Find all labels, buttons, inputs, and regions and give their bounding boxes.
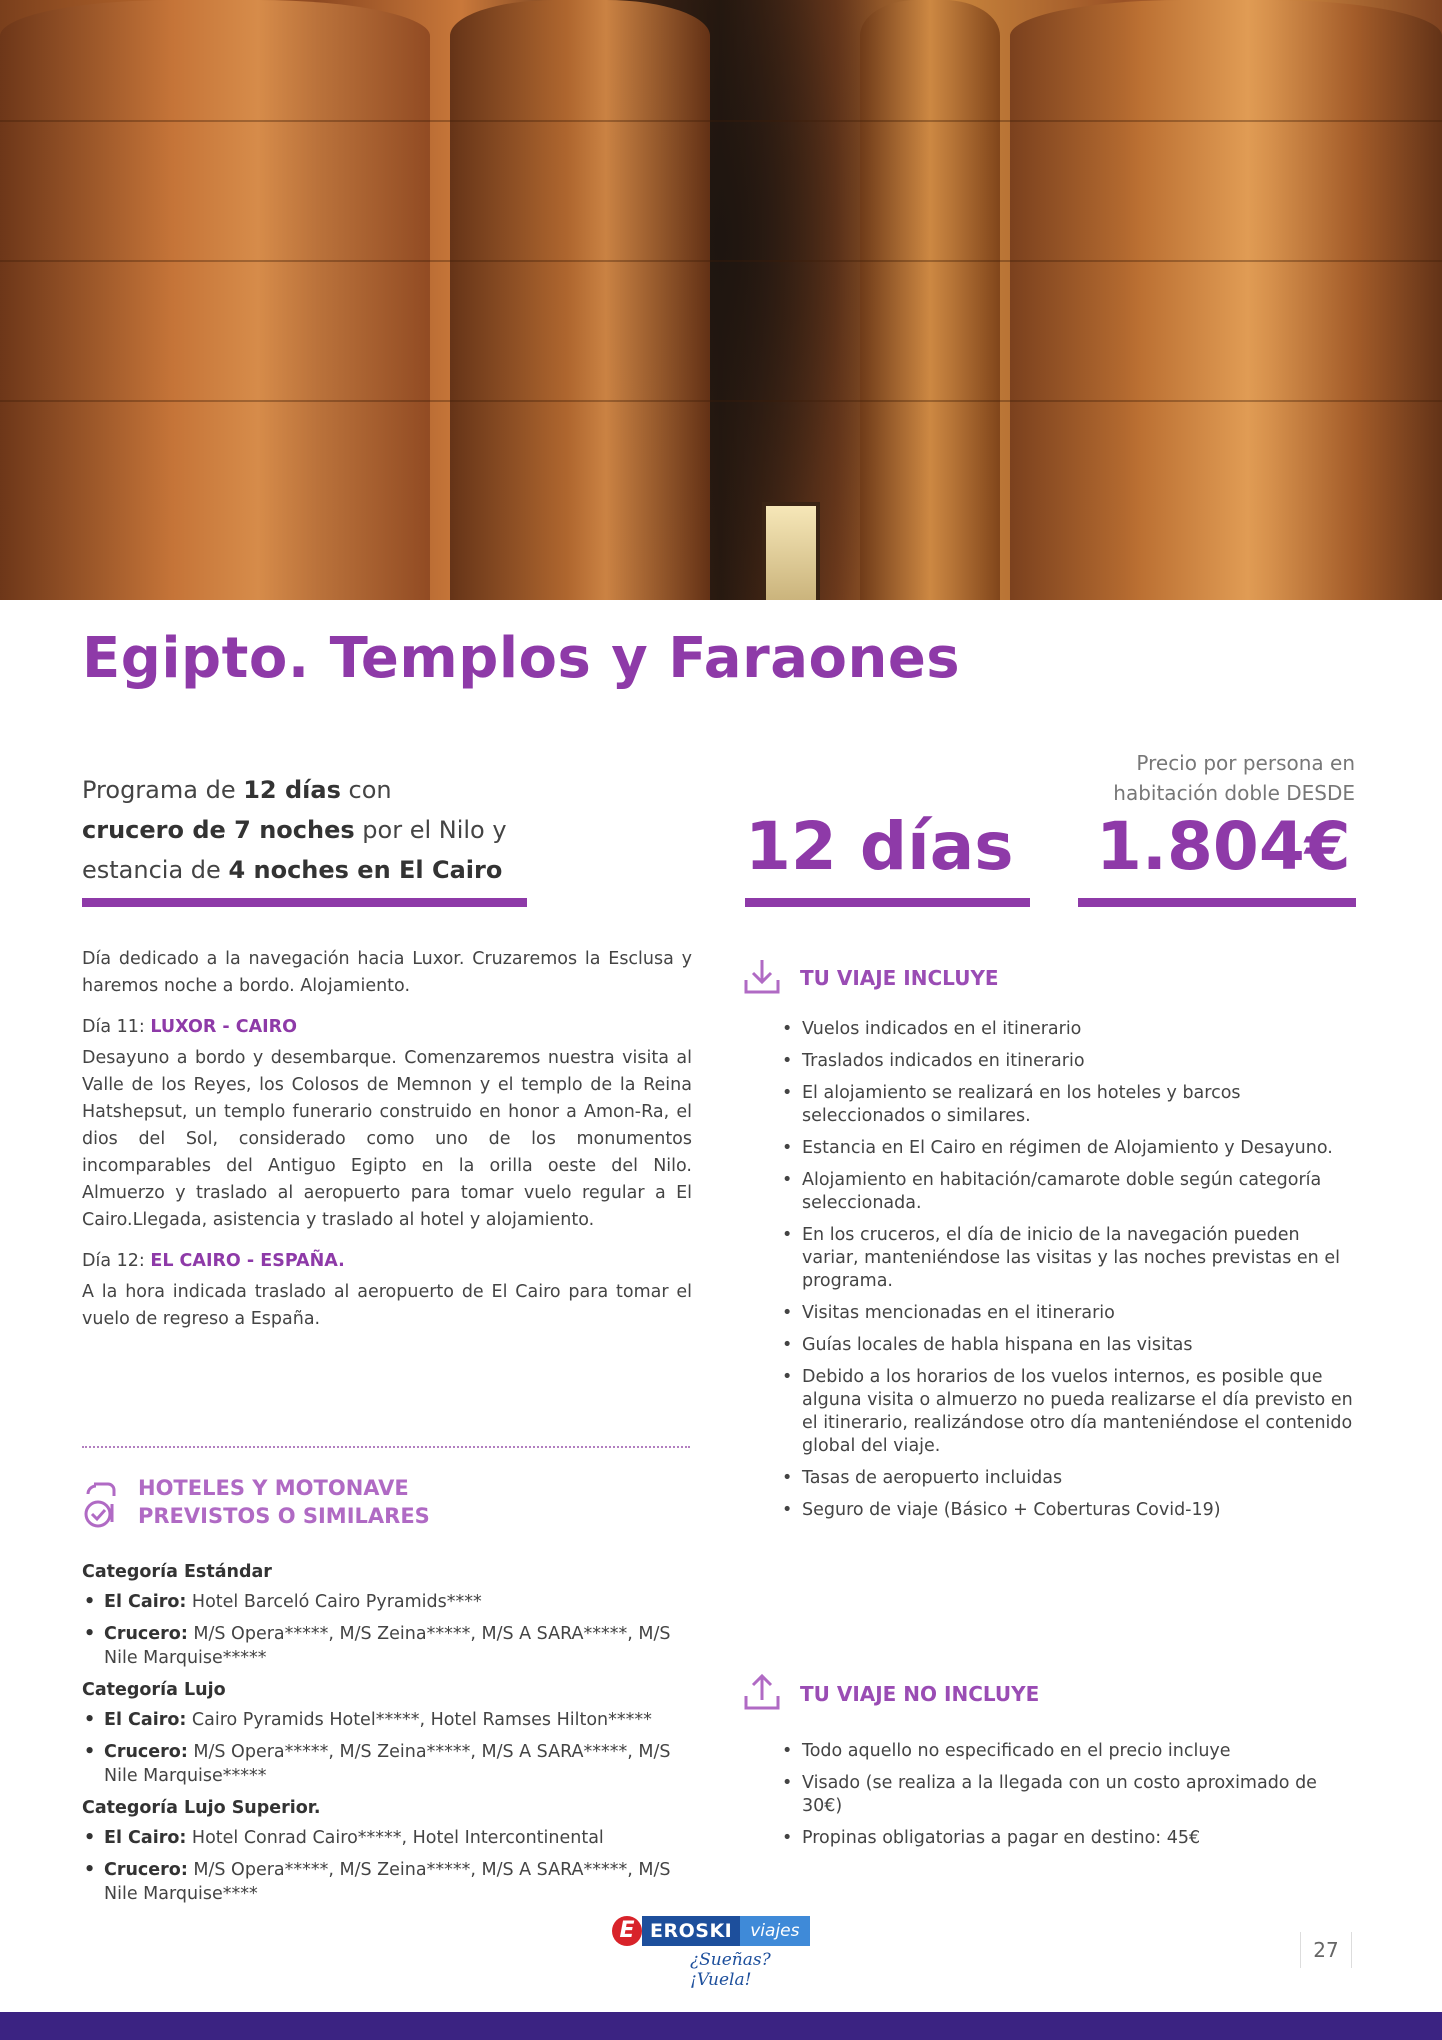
item-text: Cairo Pyramids Hotel*****, Hotel Ramses Hilton*****: [186, 1710, 652, 1730]
eroski-viajes-logo: [612, 1916, 824, 1990]
list-item: [82, 1590, 702, 1614]
list-item: • Propinas obligatorias a pagar en destino: 45€: [780, 1827, 1360, 1850]
item-text: Hotel Barceló Cairo Pyramids****: [186, 1592, 482, 1612]
list-item: • Tasas de aeropuerto incluidas: [780, 1467, 1360, 1490]
intro-text: estancia de: [82, 856, 229, 884]
day-destination: EL CAIRO - ESPAÑA.: [150, 1251, 345, 1271]
temple-wall-right: [1010, 0, 1442, 600]
category-list: [82, 1708, 702, 1788]
temple-pillar-narrow: [860, 0, 1000, 600]
item-label: Crucero:: [104, 1624, 188, 1644]
list-item: • Todo aquello no especificado en el precio incluye: [780, 1740, 1360, 1763]
trip-duration: 12 días: [745, 808, 1014, 885]
item-text: Hotel Conrad Cairo*****, Hotel Intercontinental: [186, 1828, 604, 1848]
hotel-categories: [82, 1560, 702, 1914]
intro-text: por el Nilo y: [354, 816, 507, 844]
intro-bold-cairo: 4 noches en El Cairo: [228, 856, 503, 884]
list-item: [82, 1740, 702, 1788]
item-text: M/S Opera*****, M/S Zeina*****, M/S A SARA*****, M/S Nile Marquise****: [104, 1860, 671, 1904]
item-label: Crucero:: [104, 1742, 188, 1762]
excludes-heading-label: TU VIAJE NO INCLUYE: [800, 1682, 1040, 1706]
excludes-heading: [742, 1672, 1342, 1716]
intro-underline: [82, 898, 527, 907]
list-item: • Seguro de viaje (Básico + Coberturas Covid-19): [780, 1499, 1360, 1522]
logo-text: EROSKI: [642, 1916, 740, 1946]
duration-underline: [745, 898, 1030, 907]
intro-text: con: [340, 776, 392, 804]
price-caption-line: habitación doble DESDE: [1113, 781, 1355, 805]
intro-text: Programa de: [82, 776, 244, 804]
section-divider: [82, 1446, 690, 1448]
item-label: El Cairo:: [104, 1828, 187, 1848]
hieroglyph-band: [0, 400, 1442, 402]
list-item: • Estancia en El Cairo en régimen de Alojamiento y Desayuno.: [780, 1137, 1360, 1160]
footer-bar: [0, 2012, 1442, 2040]
itinerary-paragraph: A la hora indicada traslado al aeropuerto de El Cairo para tomar el vuelo de regreso a España.: [82, 1282, 692, 1329]
item-label: El Cairo:: [104, 1710, 187, 1730]
includes-list: [780, 1018, 1360, 1531]
day-heading: [82, 1248, 692, 1275]
day-destination: LUXOR - CAIRO: [150, 1017, 298, 1037]
intro-bold-cruise: crucero de 7 noches: [82, 816, 355, 844]
list-item: • Visitas mencionadas en el itinerario: [780, 1302, 1360, 1325]
category-list: [82, 1826, 702, 1906]
price-caption: [1000, 748, 1355, 808]
list-item: • Guías locales de habla hispana en las visitas: [780, 1334, 1360, 1357]
logo-wordmark: [612, 1916, 824, 1946]
category-list: [82, 1590, 702, 1670]
includes-heading-label: TU VIAJE INCLUYE: [800, 966, 999, 990]
list-item: [82, 1826, 702, 1850]
includes-heading: [742, 956, 1342, 1000]
list-item: • Visado (se realiza a la llegada con un costo aproximado de 30€): [780, 1772, 1360, 1818]
itinerary-paragraph: Desayuno a bordo y desembarque. Comenzaremos nuestra visita al Valle de los Reyes, los Colosos de Memnon y el templo de la Reina Hatshepsut, un templo funerario construido en honor a Amon-Ra, el dios del Sol, considerado como uno de los monumentos incomparables del Antiguo Egipto en la orilla oeste del Nilo. Almuerzo y traslado al aeropuerto para tomar vuelo regular a El Cairo.Llegada, asistencia y traslado al hotel y alojamiento.: [82, 1048, 692, 1230]
temple-doorway: [762, 502, 820, 600]
hieroglyph-band: [0, 120, 1442, 122]
category-title: Categoría Lujo Superior.: [82, 1798, 321, 1818]
program-summary: [82, 770, 542, 890]
intro-bold-days: 12 días: [243, 776, 341, 804]
list-item: • En los cruceros, el día de inicio de la navegación pueden variar, manteniéndose las visitas y las noches previstas en el programa.: [780, 1224, 1360, 1293]
item-text: M/S Opera*****, M/S Zeina*****, M/S A SARA*****, M/S Nile Marquise*****: [104, 1742, 671, 1786]
hotels-heading-line: PREVISTOS O SIMILARES: [138, 1504, 430, 1528]
list-item: • Debido a los horarios de los vuelos internos, es posible que alguna visita o almuerzo no pueda realizarse el día previsto en el itinerario, realizándose otro día manteniéndose el contenido global del viaje.: [780, 1366, 1360, 1458]
hotels-heading: [82, 1474, 682, 1538]
price-underline: [1078, 898, 1356, 907]
price-caption-line: Precio por persona en: [1136, 751, 1355, 775]
day-label: Día 12:: [82, 1251, 151, 1271]
excludes-list: [780, 1740, 1360, 1859]
page-title: Egipto. Templos y Faraones: [82, 626, 961, 691]
upload-icon: [742, 1672, 782, 1716]
hotels-heading-line: HOTELES Y MOTONAVE: [138, 1476, 409, 1500]
item-text: M/S Opera*****, M/S Zeina*****, M/S A SARA*****, M/S Nile Marquise*****: [104, 1624, 671, 1668]
list-item: • Traslados indicados en itinerario: [780, 1050, 1360, 1073]
temple-pillar-center: [450, 0, 710, 600]
hieroglyph-band: [0, 260, 1442, 262]
logo-slogan: ¿Sueñas? ¡Vuela!: [690, 1950, 771, 1990]
day-heading: [82, 1014, 692, 1041]
page-number: 27: [1300, 1932, 1352, 1968]
list-item: • Alojamiento en habitación/camarote doble según categoría seleccionada.: [780, 1169, 1360, 1215]
category-title: Categoría Estándar: [82, 1562, 272, 1582]
temple-pillar-left: [0, 0, 430, 600]
logo-sub: viajes: [740, 1916, 809, 1946]
day-label: Día 11:: [82, 1017, 151, 1037]
itinerary: [82, 946, 692, 1333]
itinerary-paragraph: Día dedicado a la navegación hacia Luxor. Cruzaremos la Esclusa y haremos noche a bordo. Alojamiento.: [82, 949, 692, 996]
list-item: [82, 1708, 702, 1732]
item-label: Crucero:: [104, 1860, 188, 1880]
category-title: Categoría Lujo: [82, 1680, 226, 1700]
hotels-heading-label: [138, 1474, 430, 1530]
list-item: [82, 1858, 702, 1906]
list-item: [82, 1622, 702, 1670]
hero-temple-image: [0, 0, 1442, 600]
hotel-check-icon: [82, 1480, 126, 1534]
download-icon: [742, 956, 782, 1000]
list-item: • Vuelos indicados en el itinerario: [780, 1018, 1360, 1041]
item-label: El Cairo:: [104, 1592, 187, 1612]
logo-e-mark: E: [612, 1916, 642, 1946]
price-amount: 1.804€: [1096, 808, 1351, 885]
list-item: • El alojamiento se realizará en los hoteles y barcos seleccionados o similares.: [780, 1082, 1360, 1128]
